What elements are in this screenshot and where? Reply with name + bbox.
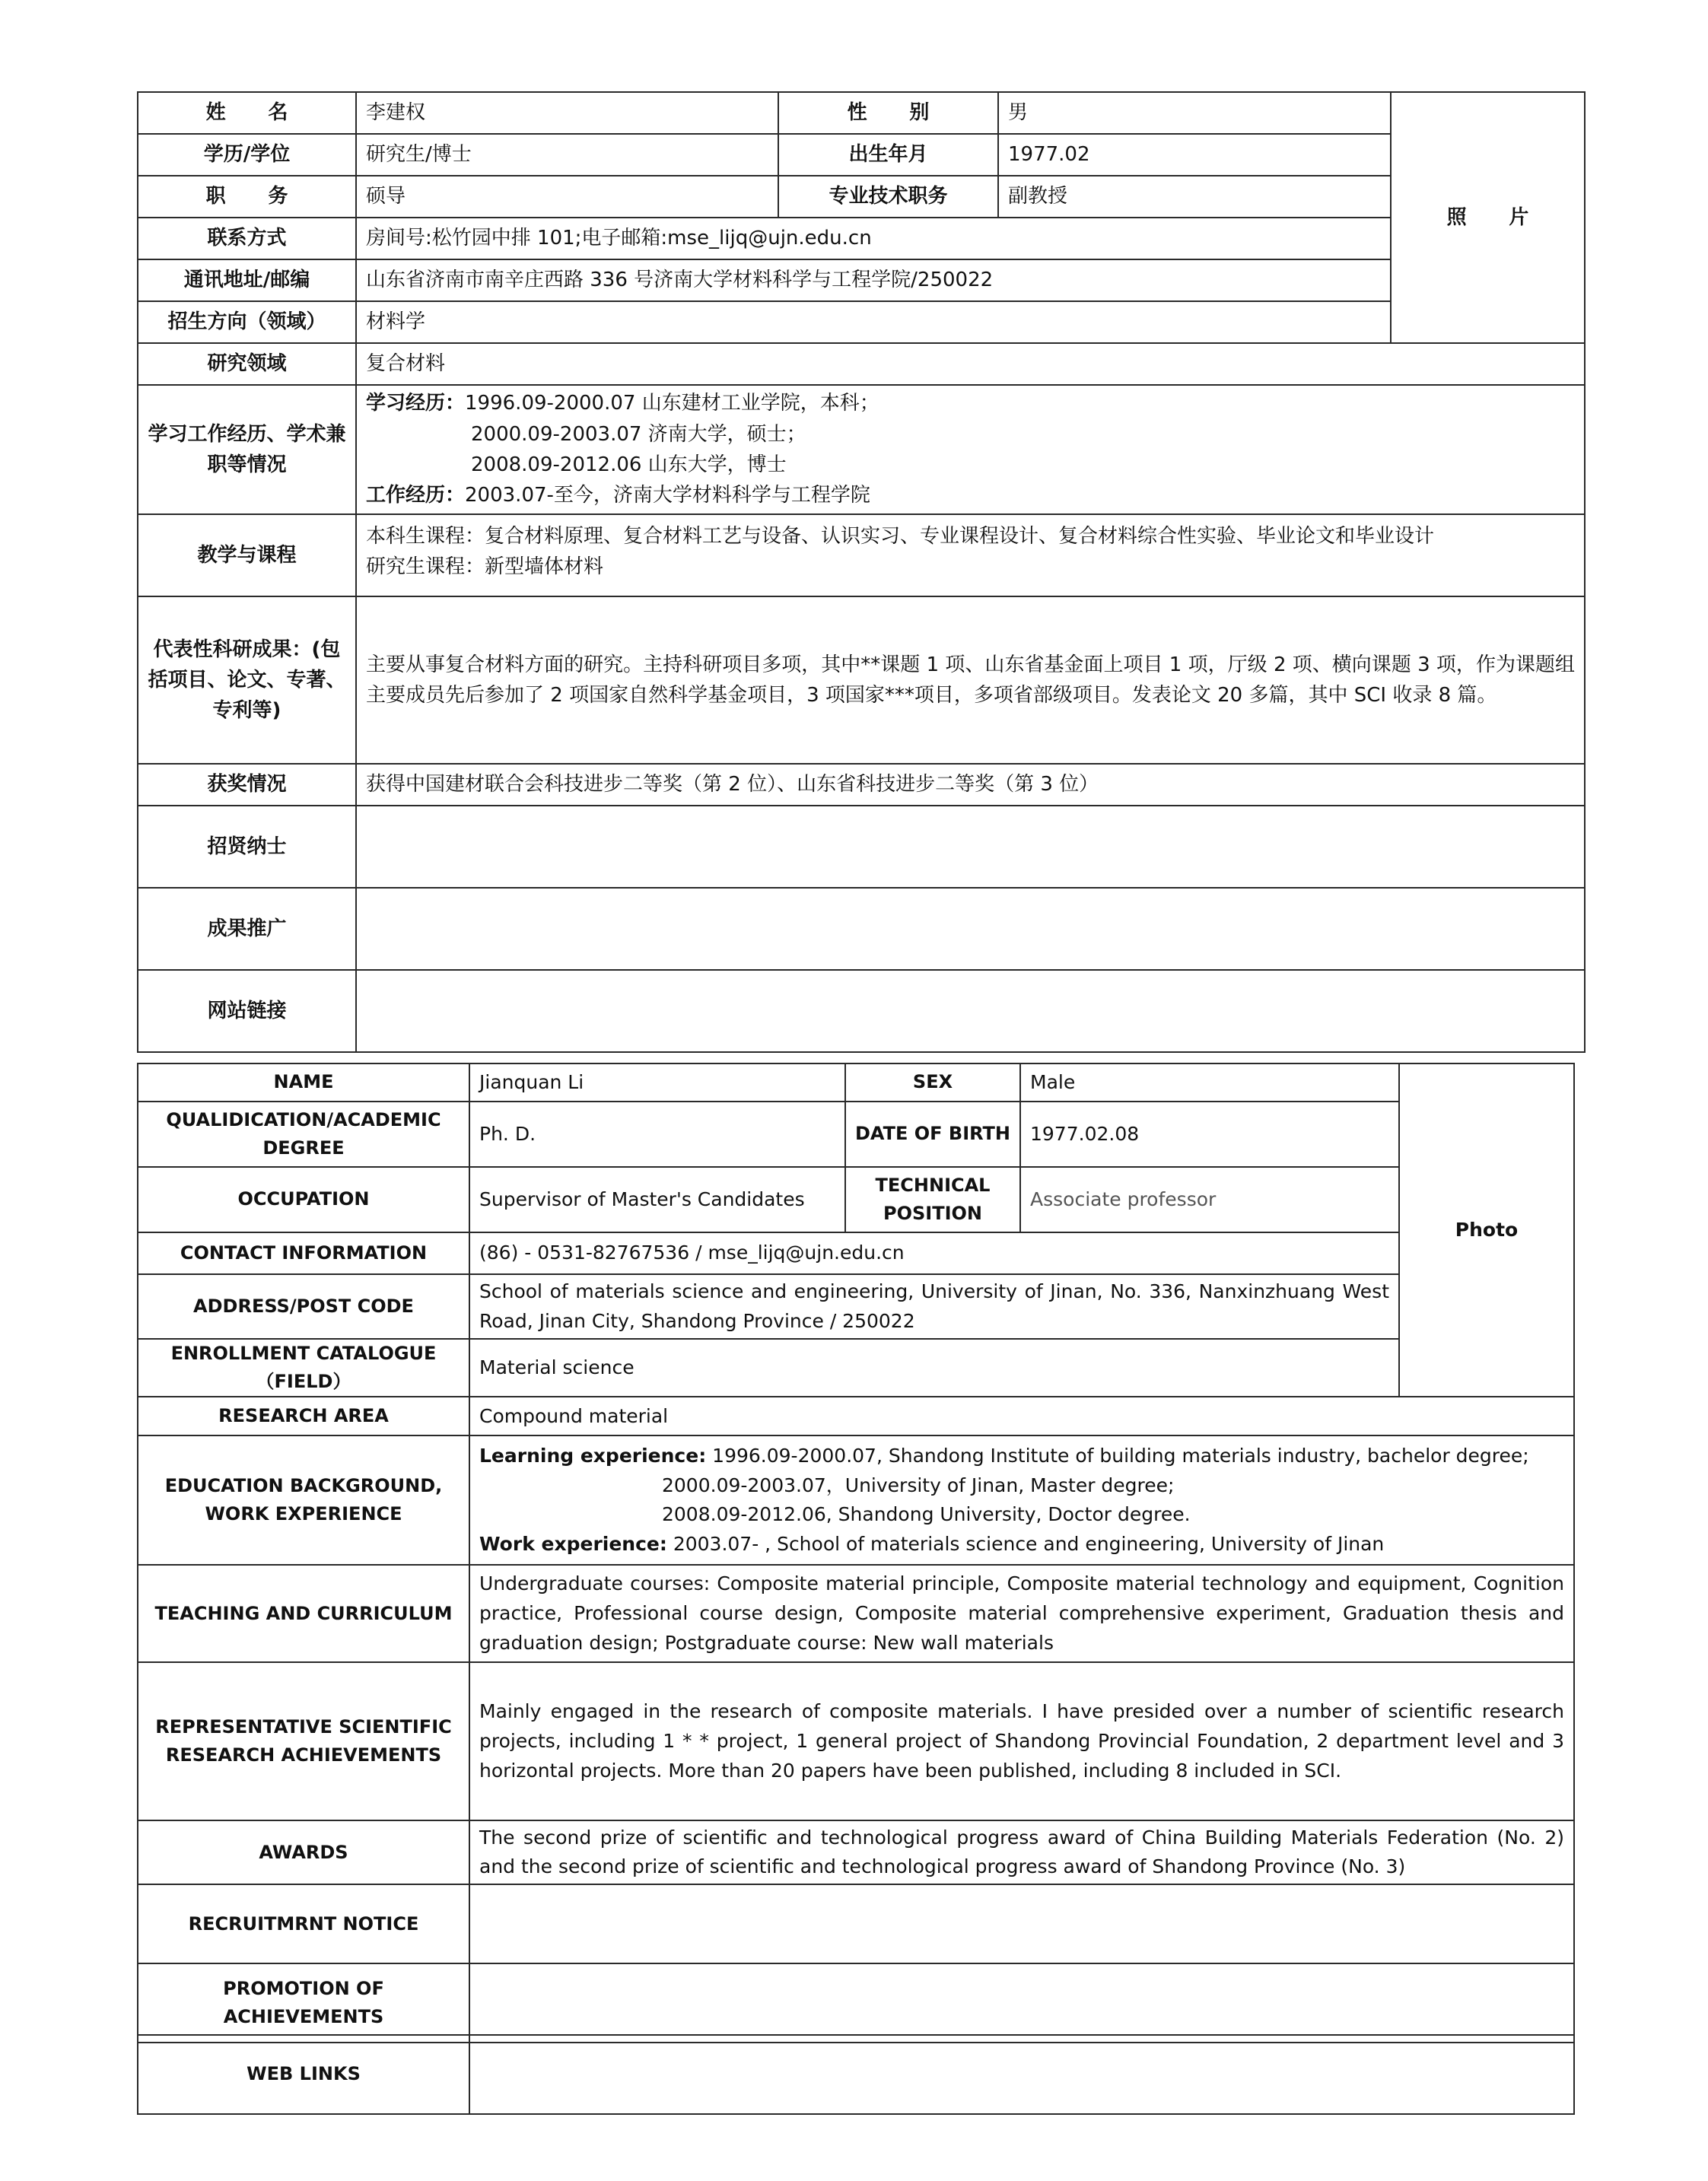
en-birth-value: 1977.02.08	[1020, 1102, 1399, 1167]
en-research-value: Compound material	[469, 1397, 1574, 1435]
cn-degree-label: 学历/学位	[138, 134, 356, 176]
cn-name-label: 姓 名	[138, 92, 356, 134]
en-work-item-1: 2003.07- , School of materials science and engineering, University of Jinan	[673, 1533, 1385, 1556]
cn-photo-placeholder: 照 片	[1391, 92, 1585, 343]
en-learning-item-3: 2008.09-2012.06, Shandong University, Doctor degree.	[662, 1503, 1191, 1526]
cn-teaching-undergrad: 本科生课程：复合材料原理、复合材料工艺与设备、认识实习、专业课程设计、复合材料综合性实验、毕业论文和毕业设计	[366, 525, 1435, 548]
cn-research-value: 复合材料	[356, 343, 1585, 385]
cn-sex-label: 性 别	[778, 92, 998, 134]
en-awards-value: The second prize of scientific and technological progress award of China Building Materials Federation (No. 2) and the second prize of scientific and technological progress award of Shandong Province (No. 3)	[469, 1820, 1574, 1884]
en-birth-label: DATE OF BIRTH	[845, 1102, 1020, 1167]
cn-promotion-label: 成果推广	[138, 888, 356, 970]
cn-work-title: 工作经历：	[366, 484, 466, 507]
en-learning-item-1: 1996.09-2000.07, Shandong Institute of building materials industry, bachelor degree;	[712, 1444, 1529, 1467]
cn-recruit-value	[356, 806, 1585, 888]
en-work-line	[479, 1530, 1564, 1559]
en-experience-label: EDUCATION BACKGROUND, WORK EXPERIENCE	[138, 1435, 469, 1565]
cn-enroll-value: 材料学	[356, 301, 1391, 343]
cn-study-item-2: 2000.09-2003.07 济南大学，硕士；	[471, 422, 806, 446]
cn-profile-table	[137, 91, 1586, 1053]
en-enroll-label: ENROLLMENT CATALOGUE（FIELD）	[138, 1339, 469, 1397]
cn-experience-value	[356, 385, 1585, 514]
cn-title-value: 副教授	[998, 176, 1391, 218]
cn-web-value	[356, 970, 1585, 1052]
en-achievements-label: REPRESENTATIVE SCIENTIFIC RESEARCH ACHIEVEMENTS	[138, 1662, 469, 1820]
en-name-value: Jianquan Li	[469, 1063, 845, 1102]
en-degree-value: Ph. D.	[469, 1102, 845, 1167]
cn-post-label: 职 务	[138, 176, 356, 218]
cn-birth-value: 1977.02	[998, 134, 1391, 176]
en-contact-value: (86) - 0531-82767536 / mse_lijq@ujn.edu.cn	[469, 1232, 1399, 1274]
en-web-label: WEB LINKS	[138, 2035, 469, 2114]
en-occupation-label: OCCUPATION	[138, 1167, 469, 1232]
cn-experience-label: 学习工作经历、学术兼职等情况	[138, 385, 356, 514]
en-address-value: School of materials science and engineering, University of Jinan, No. 336, Nanxinzhuang West Road, Jinan City, Shandong Province / 250022	[469, 1274, 1399, 1339]
cn-name-value: 李建权	[356, 92, 778, 134]
en-address-label: ADDRESS/POST CODE	[138, 1274, 469, 1339]
en-sex-label: SEX	[845, 1063, 1020, 1102]
en-degree-label: QUALIDICATION/ACADEMIC DEGREE	[138, 1102, 469, 1167]
en-promotion-label: PROMOTION OF ACHIEVEMENTS	[138, 1963, 469, 2043]
en-tech-value: Associate professor	[1020, 1167, 1399, 1232]
cn-post-value: 硕导	[356, 176, 778, 218]
en-learning-title: Learning experience:	[479, 1444, 707, 1467]
cn-recruit-label: 招贤纳士	[138, 806, 356, 888]
en-research-label: RESEARCH AREA	[138, 1397, 469, 1435]
cn-degree-value: 研究生/博士	[356, 134, 778, 176]
cn-contact-value: 房间号:松竹园中排 101;电子邮箱:mse_lijq@ujn.edu.cn	[356, 218, 1391, 259]
en-contact-label: CONTACT INFORMATION	[138, 1232, 469, 1274]
cn-study-title: 学习经历：	[366, 392, 466, 415]
en-teaching-value: Undergraduate courses: Composite material principle, Composite material technology and equipment, Cognition practice, Professional course design, Composite material comprehensive experiment, Graduation thesis and graduation design; Postgraduate course: New wall materials	[469, 1565, 1574, 1662]
cn-address-value: 山东省济南市南辛庄西路 336 号济南大学材料科学与工程学院/250022	[356, 259, 1391, 301]
cn-study-item-3: 2008.09-2012.06 山东大学，博士	[471, 453, 787, 476]
cn-birth-label: 出生年月	[778, 134, 998, 176]
cn-work-line	[366, 480, 1575, 510]
cn-research-label: 研究领域	[138, 343, 356, 385]
cn-title-label: 专业技术职务	[778, 176, 998, 218]
cn-achievements-label: 代表性科研成果：(包括项目、论文、专著、专利等)	[138, 596, 356, 764]
cn-teaching-label: 教学与课程	[138, 514, 356, 596]
cn-enroll-label: 招生方向（领域）	[138, 301, 356, 343]
en-enroll-value: Material science	[469, 1339, 1399, 1397]
en-achievements-value: Mainly engaged in the research of composite materials. I have presided over a number of scientific research projects, including 1 * * project, 1 general project of Shandong Provincial Foundation, 2 department level and 3 horizontal projects. More than 20 papers have been published, including 8 included in SCI.	[469, 1662, 1574, 1820]
en-awards-label: AWARDS	[138, 1820, 469, 1884]
cn-awards-label: 获奖情况	[138, 764, 356, 806]
en-learning-item-2: 2000.09-2003.07，University of Jinan, Master degree;	[662, 1474, 1175, 1496]
en-promotion-value	[469, 1963, 1574, 2043]
en-recruit-value	[469, 1884, 1574, 1963]
cn-teaching-postgrad: 研究生课程：新型墙体材料	[366, 555, 604, 579]
en-web-value	[469, 2035, 1574, 2114]
cn-promotion-value	[356, 888, 1585, 970]
cn-study-line-1	[366, 388, 1575, 418]
cn-web-label: 网站链接	[138, 970, 356, 1052]
en-sex-value: Male	[1020, 1063, 1399, 1102]
cn-address-label: 通讯地址/邮编	[138, 259, 356, 301]
cn-contact-label: 联系方式	[138, 218, 356, 259]
en-occupation-value: Supervisor of Master's Candidates	[469, 1167, 845, 1232]
cn-study-item-1: 1996.09-2000.07 山东建材工业学院，本科；	[465, 392, 879, 415]
cn-teaching-value	[356, 514, 1585, 596]
en-experience-value	[469, 1435, 1574, 1565]
en-recruit-label: RECRUITMRNT NOTICE	[138, 1884, 469, 1963]
en-tech-label: TECHNICAL POSITION	[845, 1167, 1020, 1232]
cn-achievements-value: 主要从事复合材料方面的研究。主持科研项目多项，其中**课题 1 项、山东省基金面上项目 1 项，厅级 2 项、横向课题 3 项，作为课题组主要成员先后参加了 2 项国家自然科学基金项目，3 项国家***项目，多项省部级项目。发表论文 20 多篇，其中 SCI 收录 8 篇。	[356, 596, 1585, 764]
en-work-title: Work experience:	[479, 1533, 667, 1556]
en-weblinks-table	[137, 2034, 1575, 2115]
cn-awards-value: 获得中国建材联合会科技进步二等奖（第 2 位）、山东省科技进步二等奖（第 3 位）	[356, 764, 1585, 806]
cn-sex-value: 男	[998, 92, 1391, 134]
en-photo-placeholder: Photo	[1399, 1063, 1574, 1397]
en-profile-table	[137, 1063, 1575, 2043]
en-name-label: NAME	[138, 1063, 469, 1102]
cn-work-item-1: 2003.07-至今，济南大学材料科学与工程学院	[465, 484, 870, 507]
en-learning-line-1	[479, 1442, 1564, 1471]
en-teaching-label: TEACHING AND CURRICULUM	[138, 1565, 469, 1662]
